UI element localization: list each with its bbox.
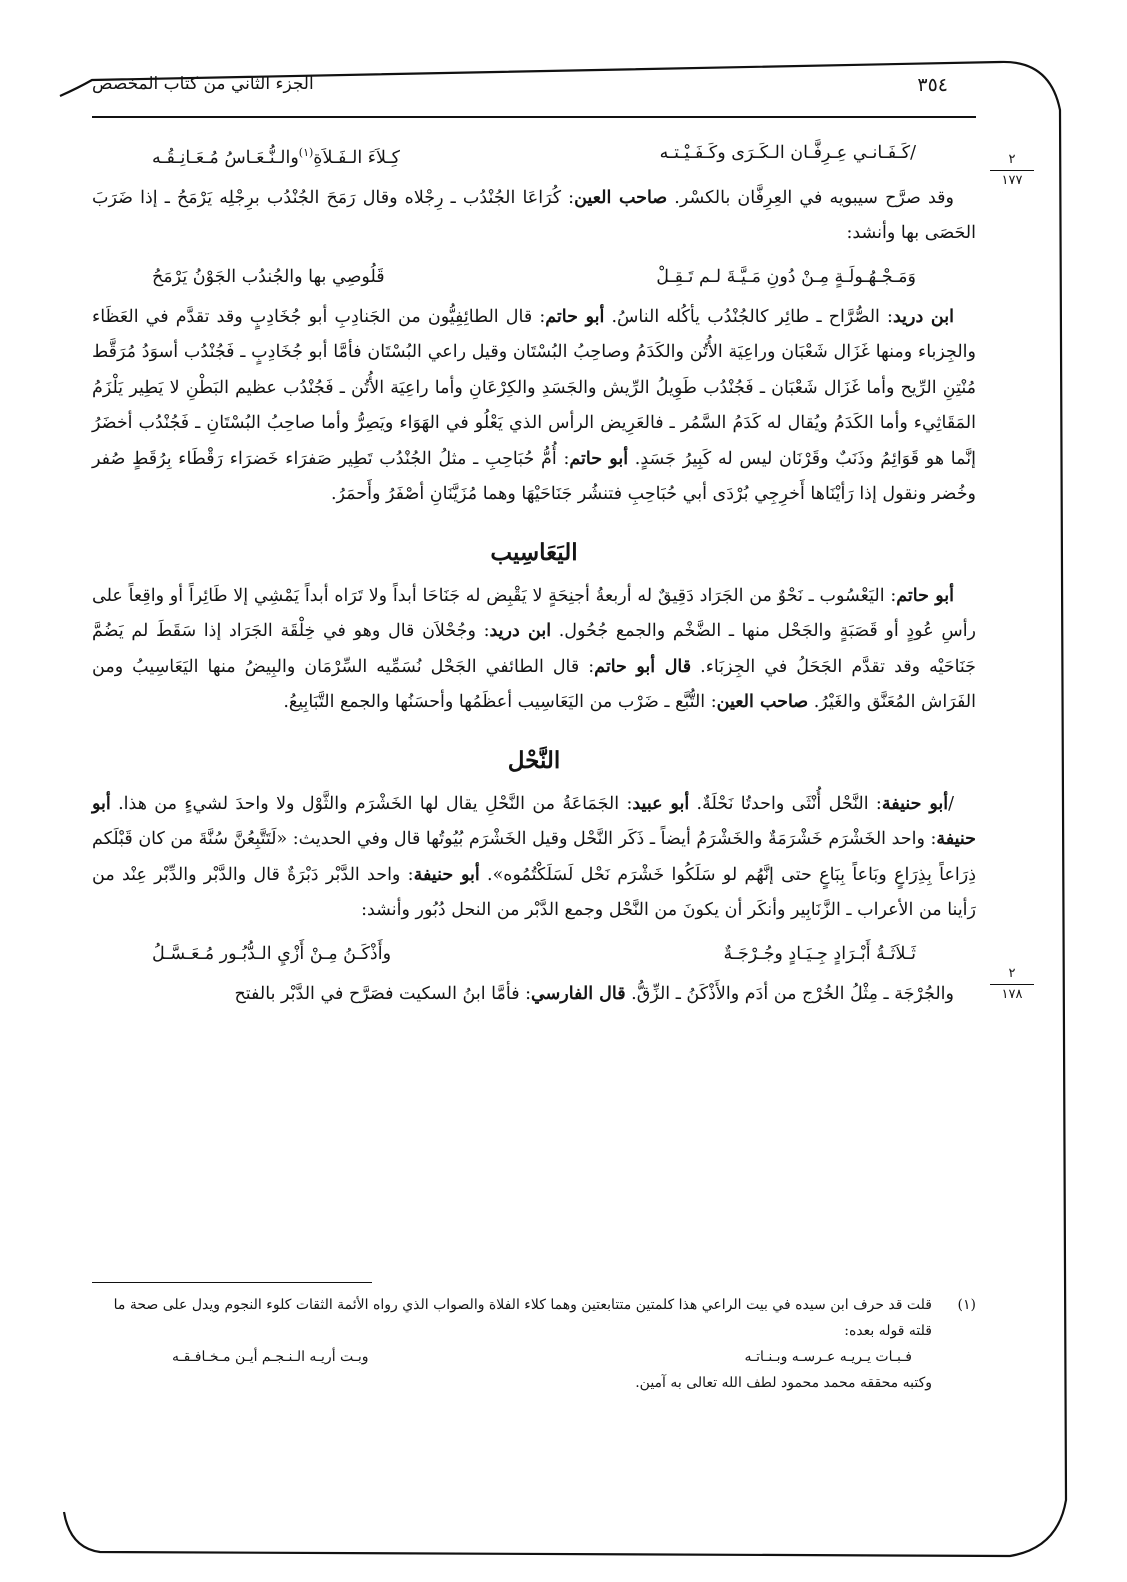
verse-2-first-hemistich: وَمَـجْـهُـولَـةٍ مِـنْ دُونِ مَـيَّـةَ لـم تَـقِـلْ	[656, 266, 916, 287]
text-run: : واحد الدَّبْر دَبْرَةٌ قال والدَّبْر والدِّبْر عِنْد من رَأينا من الأعراب ـ الزَّنَابِير وأنكَر أن يكونَ من النَّحْل وجمع الدَّبْر من النحل دُبُور وأنشد:	[92, 864, 976, 921]
margin-ref-volume: ٢	[990, 152, 1034, 171]
source-name: قال الفارسي	[531, 983, 626, 1004]
text-run: : قال الطائفي الجَحْل نُسَمِّيه السِّرْمَان والبِيضُ منها اليَعَاسِيبُ ومن الفَرَاش المُعَنَّق والغَيْرُ.	[92, 656, 976, 713]
source-name: أبو حاتم	[569, 448, 629, 469]
text-run: : النَّحْل أُنْثَى واحدتُا نَحْلَةٌ.	[689, 793, 882, 814]
header-title: الجزء الثاني من كتاب المخصص	[92, 74, 314, 94]
text-run: : الصُّرَّاح ـ طائِر كالجُنْدُب يأكُله الناسُ.	[604, 306, 893, 327]
source-name: ابن دريد	[892, 306, 954, 327]
verse-2-second-hemistich: قَلُوصِي بها والجُندُب الجَوْنُ يَرْمَحُ	[152, 266, 385, 287]
footnote-row	[92, 1292, 976, 1344]
margin-ref-page: ١٧٧	[1001, 173, 1023, 188]
margin-page-ref-2	[990, 966, 1034, 1003]
text-run: : فأمَّا ابنُ السكيت فصَرَّح في الدَّبْر بالفتح	[234, 983, 532, 1004]
source-name: أبو حنيفة	[881, 793, 949, 814]
paragraph-5	[92, 977, 976, 1013]
text-run: : أُمُّ حُبَاحِبِ ـ مثلُ الجُنْدُب تَطِير صَفرَاء خَضرَاء رَقْطَاء بِرُقَطٍ صُفر وخُضر ونقول إذا رَأيْنَاها أَخرِجِي بُرْدَى أبي حُبَاحِبِ فتنشُر جَنَاحَيْهَا وهما مُزَيَّنَانِ أصْفَرُ وأَحمَرُ.	[92, 448, 976, 505]
footnote-ref: (١)	[298, 146, 314, 159]
footnote-line-2: وكتبه محققه محمد محمود لطف الله تعالى به آمين.	[635, 1375, 932, 1391]
verse-2	[92, 256, 976, 300]
text-run: : وجُحْلاَن قال وهو في خِلْقَة الجَرَاد إذا سَقَطَ لم يَضُمَّ جَنَاحَيْه وقد تقدَّم الجَحَلُ في الجِزبَاء.	[92, 621, 976, 677]
margin-ref-page: ١٧٨	[1001, 987, 1023, 1002]
source-name: صاحب العين	[716, 692, 809, 713]
source-name: أبو حاتم	[545, 306, 605, 327]
footnote-marker: (١)	[957, 1297, 976, 1313]
source-name: ابن دريد	[489, 621, 552, 642]
section-heading-nahl: النَّحْل	[507, 746, 561, 774]
page-number: ٣٥٤	[917, 74, 948, 96]
paragraph-2	[92, 300, 976, 513]
verse-3-first-hemistich: ثَـلاَثَـةُ أَبْـرَادٍ جِـيَـادٍ وجُـرْجَـةٌ	[723, 943, 916, 964]
source-name: أبو حنيفة	[413, 864, 480, 885]
text-run: : واحد الخَشْرَم خَشْرَمَةٌ والخَشْرَمُ أيضاً ـ ذَكَر النَّحْل وقيل الخَشْرَم بُيُوتُها قال وفي الحديث: «لَتَتَّبِعُنَّ سُنَّةَ من كان قَبْلَكم ذِرَاعاً بِذِرَاعٍ وبَاعاً بِبَاعٍ حتى إنَّهُم لو سَلَكُوا خَشْرَم نَحْل لَسَلَكْتُمُوه».	[92, 829, 976, 885]
margin-page-ref-1	[990, 152, 1034, 189]
footnote-verse	[92, 1344, 932, 1370]
text-run: والجُرْجَة ـ مِثْلُ الخُرْج من أدَم والأَذْكَنُ ـ الزِّقُّ.	[625, 983, 954, 1004]
footnote-verse-second: وبـت أريـه الـنـجـم أيـن مـخـافـقـه	[172, 1349, 369, 1365]
paragraph-3	[92, 579, 976, 721]
paragraph-1	[92, 181, 976, 252]
verse-1-first-hemistich: /كَـفَـانـي عِـرِفَّـان الـكَـرَى وكَـفَـيْـتـه	[659, 143, 916, 163]
text-run: : قال الطائِفِيُّون من الجَنادِبِ أبو جُخَادِبٍ وقد تقدَّم في العَظَاء والجِزباء ومنها غَزَال شَعْبَان وراعِيَة الأُتُن والكَدَمُ وصاحِبُ البُسْتَان وقيل راعي البُسْتَان فأمَّا أبو جُخَادِبٍ ـ فَجُنْدُب أسوَدُ مُرَقَّط مُنْتِنِ الرِّيح وأما غَزَال شَعْبَان ـ فَجُنْدُب طَوِيلُ الرِّيش والجَسَدِ والكِرْعَانِ وأما راعِيَة الأُتُن ـ فَجُنْدُب عظيم البَطْنِ لا يَطِير يَلْزَمُ المَقَاثِيء وأما الكَدَمُ ويُقال له كَدَمُ السَّمُر ـ فالعَرِيض الرأس الذي يَعْلُو في الهَوَاء ويَصِرُّ وأما صاحِبُ البُسْتَانِ ـ فَجُنْدُب أخضَرُ إنَّما هو قَوَائِمُ وذَنَبٌ وقَرْنَان ليس له كَبِيرُ جَسَدٍ.	[92, 306, 976, 469]
running-header	[92, 74, 976, 104]
text-run: : كُرَاعَا الجُنْدُب ـ رِجْلاه وقال رَمَحَ الجُنْدُب برِجْلِه يَرْمَحُ ـ إذا ضَرَبَ الحَصَى بها وأنشد:	[92, 187, 976, 244]
footnote-line-1: قلت قد حرف ابن سيده في بيت الراعي هذا كلمتين متتابعتين وهما كلاء الفلاة والصواب الذي رواه الأئمة الثقات كلوء النجوم ويدل على صحة ما قلته قوله بعده:	[113, 1297, 932, 1339]
source-name: قال أبو حاتم	[594, 656, 692, 677]
header-rule	[92, 116, 976, 118]
book-page	[92, 60, 976, 1550]
text-run: /	[948, 793, 955, 814]
verse-3-second-hemistich: وأَذْكَـنُ مِـنْ أَزْيِ الـدُّبُـور مُـعَـسَّـلُ	[152, 943, 392, 964]
verse-1-second-hemistich	[152, 138, 400, 173]
source-name: أبو عبيد	[632, 793, 690, 814]
margin-ref-volume: ٢	[990, 966, 1034, 985]
verse-3	[92, 933, 976, 977]
text-run: : اليَعْسُوب ـ نَحْوٌ من الجَرَاد دَقِيقٌ له أربعةُ أجنِحَةٍ لا يَقْبِض له جَنَاحَا أبداً ولا تَرَاه أبداً يَمْشِي إلا طَائِراً أو واقِعاً على رأسِ عُودٍ أو قَصَبَةٍ والجَحْل منها ـ الضَّخْم والجمع جُحُول.	[92, 585, 977, 642]
source-name: أبو حاتم	[896, 585, 954, 606]
verse-1	[92, 132, 976, 181]
paragraph-4	[92, 787, 976, 929]
text-run: : التُّبَّع ـ ضَرْب من اليَعَاسِيب أعظَمُها وأحسَنُها والجمع التَّبَابِيعُ.	[283, 692, 717, 713]
section-heading-yaasib: اليَعَاسِيب	[490, 538, 578, 566]
footnote-rule	[92, 1282, 372, 1283]
source-name: أبو حنيفة	[92, 793, 976, 850]
text-run: وقد صرَّح سيبويه في العِرِفَّان بالكسْر.	[667, 187, 955, 208]
verse-1-text-b: والـنُّـعَـاسُ مُـعَـانِـقُـه	[152, 147, 299, 168]
footnote-verse-first: فـبـات يـريـه عـرسـه وبـنـاتـه	[744, 1349, 912, 1365]
main-text	[92, 132, 976, 1016]
source-name: صاحب العين	[574, 187, 668, 208]
footnote	[92, 1292, 976, 1396]
verse-1-text-a: كِـلاَءَ الـفَـلاَةِ	[313, 147, 400, 168]
text-run: : الجَمَاعَةُ من النَّحْلِ يقال لها الخَشْرَم والثَّوْل ولا واحدَ لشيءٍ من هذا.	[110, 793, 633, 814]
